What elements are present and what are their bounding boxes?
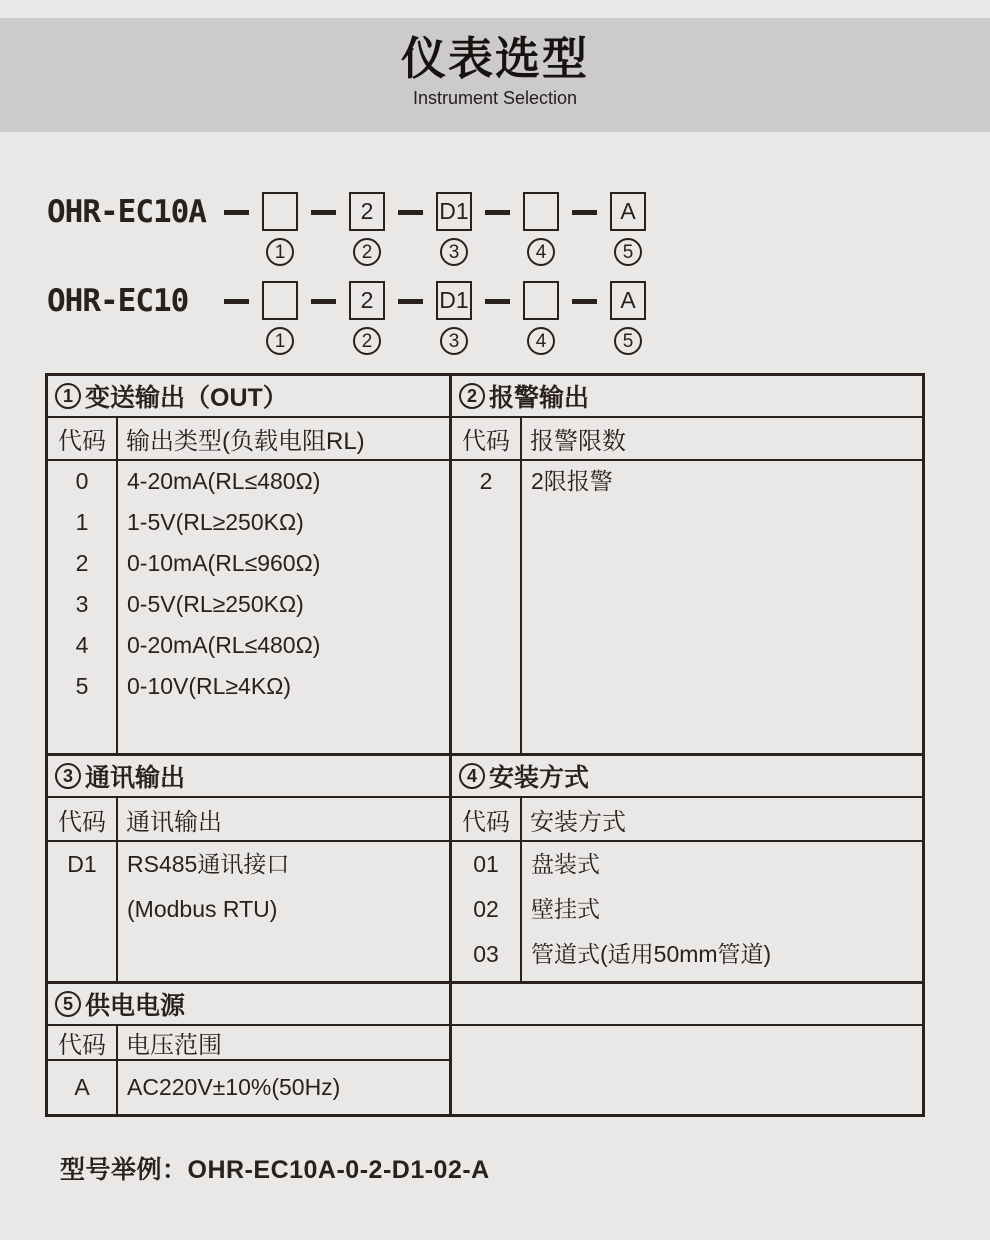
code-box: [523, 192, 559, 231]
model-slot-4: [521, 192, 561, 266]
column-header-desc: 通讯输出: [126, 808, 222, 836]
dash-separator: [572, 299, 597, 304]
column-header-code: 代码: [452, 798, 522, 840]
table-body: [48, 461, 449, 753]
code-value: 0: [75, 468, 89, 494]
column-header-row: [48, 798, 449, 842]
description-value: (Modbus RTU): [127, 896, 278, 922]
dash-separator: [572, 210, 597, 215]
model-slot-2: [347, 281, 387, 355]
model-slot-5: [608, 192, 648, 266]
table-body: [48, 842, 449, 981]
description-value: 壁挂式: [531, 896, 600, 922]
section-header: [452, 756, 922, 798]
code-value: 3: [75, 591, 89, 617]
code-value: 2: [75, 550, 89, 576]
section-number: 5: [55, 991, 81, 1017]
position-number: 3: [440, 327, 468, 355]
table-band-3: [48, 981, 922, 1114]
code-value: 03: [473, 941, 499, 967]
table-band-2: [48, 753, 922, 981]
dash-separator: [485, 299, 510, 304]
position-number: 4: [527, 327, 555, 355]
empty-cell: [452, 984, 922, 1114]
example-value: OHR-EC10A-0-2-D1-02-A: [187, 1156, 490, 1184]
column-header-desc: 安装方式: [530, 808, 626, 836]
code-box: A: [610, 281, 646, 320]
code-value: D1: [67, 851, 97, 877]
code-box: [262, 281, 298, 320]
dash-separator: [398, 299, 423, 304]
description-value: 0-20mA(RL≤480Ω): [127, 632, 321, 658]
code-column: [452, 461, 522, 753]
model-slot-3: [434, 192, 474, 266]
description-value: 1-5V(RL≥250KΩ): [127, 509, 304, 535]
dash-separator: [311, 210, 336, 215]
dash-separator: [398, 210, 423, 215]
model-line-ec10: [47, 281, 648, 355]
section-title: 通讯输出: [85, 764, 186, 792]
model-line-ec10a: [47, 192, 648, 266]
section-number: 2: [459, 383, 485, 409]
table-body: [452, 461, 922, 753]
dash-separator: [224, 210, 249, 215]
column-header-desc: 报警限数: [530, 428, 626, 455]
table-body: [452, 842, 922, 981]
position-number: 1: [266, 238, 294, 266]
model-slot-1: [260, 281, 300, 355]
column-header-row: [452, 418, 922, 461]
description-column: [118, 461, 449, 753]
empty-header-cell: [452, 984, 922, 1026]
section-header: [48, 984, 449, 1026]
code-value: 01: [473, 851, 499, 877]
code-column: [48, 461, 118, 753]
column-header-code: 代码: [452, 418, 522, 459]
position-number: 2: [353, 327, 381, 355]
code-column: [48, 1061, 118, 1114]
code-box: D1: [436, 281, 472, 320]
description-column: [118, 1061, 449, 1114]
code-value: [48, 887, 116, 932]
code-box: [262, 192, 298, 231]
description-column: [118, 842, 449, 981]
page-subtitle: Instrument Selection: [412, 88, 578, 108]
dash-separator: [311, 299, 336, 304]
section-transmit-output: [48, 376, 452, 753]
column-header-desc: 输出类型(负载电阻RL): [126, 428, 365, 455]
section-mounting-style: [452, 756, 922, 981]
example-label: 型号举例：: [60, 1156, 188, 1184]
section-number: 4: [459, 763, 485, 789]
code-box: D1: [436, 192, 472, 231]
description-value: 0-10V(RL≥4KΩ): [127, 673, 292, 699]
code-value: 1: [75, 509, 89, 535]
model-slot-2: [347, 192, 387, 266]
description-value: 4-20mA(RL≤480Ω): [127, 468, 321, 494]
column-header-row: [452, 798, 922, 842]
section-header: [48, 756, 449, 798]
code-box: 2: [349, 192, 385, 231]
column-header-code: 代码: [48, 1026, 118, 1059]
model-example: [60, 1150, 490, 1186]
code-value: 02: [473, 896, 499, 922]
column-header-row: [48, 418, 449, 461]
position-number: 5: [614, 327, 642, 355]
position-number: 3: [440, 238, 468, 266]
description-value: 管道式(适用50mm管道): [531, 941, 772, 967]
model-slot-3: [434, 281, 474, 355]
code-value: 2: [479, 468, 493, 494]
position-number: 1: [266, 327, 294, 355]
section-header: [452, 376, 922, 418]
section-communication-output: [48, 756, 452, 981]
section-header: [48, 376, 449, 418]
model-slot-4: [521, 281, 561, 355]
code-box: 2: [349, 281, 385, 320]
selection-table: [45, 373, 925, 1117]
section-title: 变送输出（OUT）: [85, 384, 288, 412]
column-header-desc: 电压范围: [126, 1032, 222, 1059]
description-value: AC220V±10%(50Hz): [127, 1074, 341, 1100]
code-value: 5: [75, 673, 89, 699]
table-band-1: [48, 376, 922, 753]
position-number: 2: [353, 238, 381, 266]
section-alarm-output: [452, 376, 922, 753]
code-box: [523, 281, 559, 320]
description-value: 0-10mA(RL≤960Ω): [127, 550, 321, 576]
section-title: 供电电源: [85, 992, 186, 1020]
model-slot-5: [608, 281, 648, 355]
section-power-supply: [48, 984, 452, 1114]
column-header-code: 代码: [48, 418, 118, 459]
description-column: [522, 842, 922, 981]
description-value: 0-5V(RL≥250KΩ): [127, 591, 304, 617]
code-value: A: [74, 1074, 90, 1100]
section-title: 报警输出: [489, 384, 590, 412]
model-diagram: [47, 192, 648, 355]
model-label: OHR-EC10A: [47, 194, 206, 230]
code-column: [452, 842, 522, 981]
dash-separator: [485, 210, 510, 215]
column-header-code: 代码: [48, 798, 118, 840]
header-band: [0, 18, 990, 132]
section-number: 3: [55, 763, 81, 789]
column-header-row: [48, 1026, 449, 1061]
code-box: A: [610, 192, 646, 231]
description-value: 2限报警: [531, 468, 613, 494]
position-number: 5: [614, 238, 642, 266]
description-value: 盘装式: [531, 851, 600, 877]
table-body: [48, 1061, 449, 1114]
code-column: [48, 842, 118, 981]
page-title: 仪表选型: [400, 33, 589, 84]
section-title: 安装方式: [489, 764, 590, 792]
code-value: 4: [75, 632, 89, 658]
section-number: 1: [55, 383, 81, 409]
description-value: RS485通讯接口: [127, 851, 290, 877]
model-slot-1: [260, 192, 300, 266]
dash-separator: [224, 299, 249, 304]
model-label: OHR-EC10: [47, 283, 189, 319]
description-column: [522, 461, 922, 753]
position-number: 4: [527, 238, 555, 266]
